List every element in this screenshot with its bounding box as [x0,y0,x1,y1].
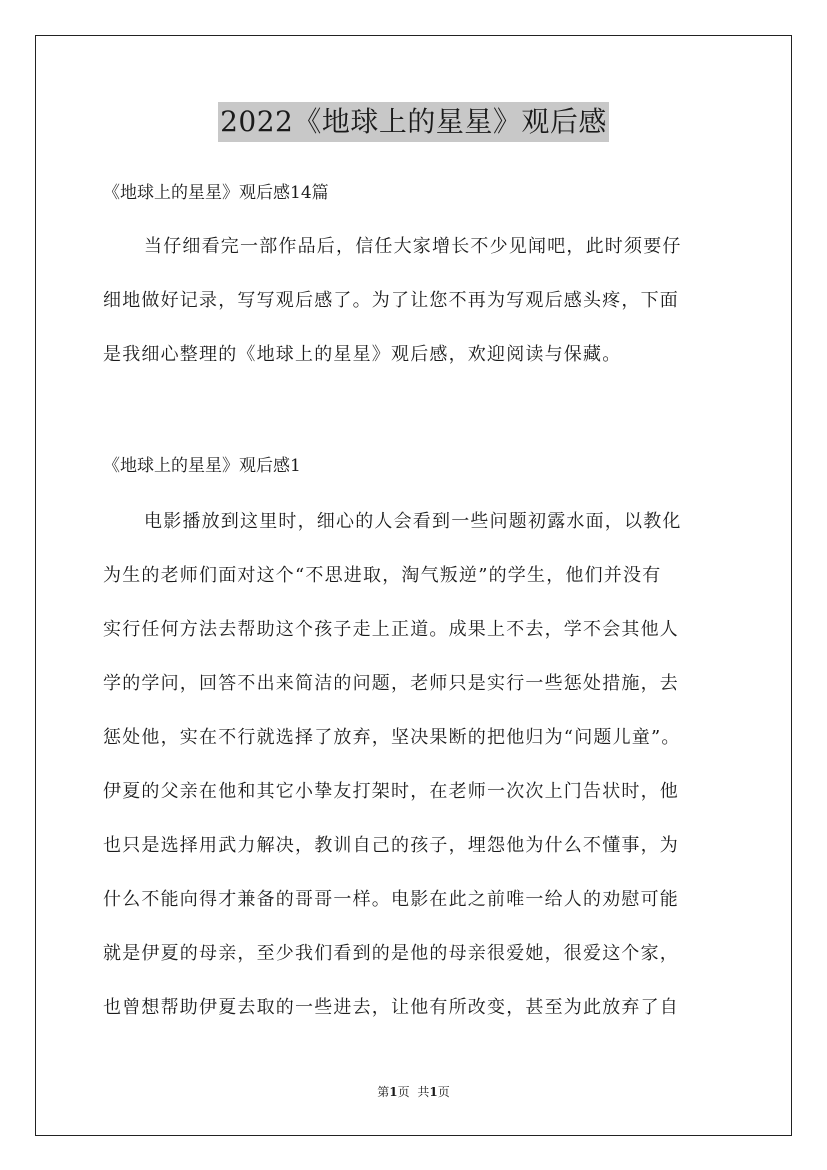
body-line: 伊夏的父亲在他和其它小挚友打架时，在老师一次次上门告状时，他 [103,781,679,802]
intro-line: 细地做好记录，写写观后感了。为了让您不再为写观后感头疼，下面 [103,290,679,311]
body-line: 也只是选择用武力解决，教训自己的孩子，埋怨他为什么不懂事，为 [103,835,679,856]
body-line: 电影播放到这里时，细心的人会看到一些问题初露水面，以教化 [144,511,682,532]
page-number: 1 [389,1085,398,1099]
body-line: 为生的老师们面对这个“不思进取，淘气叛逆”的学生，他们并没有 [103,565,662,586]
total-suffix: 页 [437,1085,450,1099]
document-title: 2022《地球上的星星》观后感 [218,102,609,142]
intro-paragraph [103,220,733,382]
body-line: 惩处他，实在不行就选择了放弃，坚决果断的把他归为“问题儿童”。 [103,727,681,748]
body-paragraph [103,495,733,1035]
body-line: 学的学问，回答不出来简洁的问题，老师只是实行一些惩处措施，去 [103,673,679,694]
body-line: 就是伊夏的母亲，至少我们看到的是他的母亲很爱她，很爱这个家， [103,943,679,964]
body-line: 实行任何方法去帮助这个孩子走上正道。成果上不去，学不会其他人 [103,619,679,640]
total-prefix: 共 [417,1085,430,1099]
intro-line: 当仔细看完一部作品后，信任大家增长不少见闻吧，此时须要仔 [144,236,682,257]
document-subtitle: 《地球上的星星》观后感14篇 [103,183,329,203]
total-pages: 1 [429,1085,438,1099]
page-label-prefix: 第 [377,1085,390,1099]
body-line: 也曾想帮助伊夏去取的一些进去，让他有所改变，甚至为此放弃了自 [103,997,679,1018]
intro-line: 是我细心整理的《地球上的星星》观后感，欢迎阅读与保藏。 [103,344,622,365]
title-wrap [0,102,827,142]
page-footer [0,1083,827,1101]
section-heading: 《地球上的星星》观后感1 [103,456,301,476]
page-label-suffix: 页 [397,1085,410,1099]
body-line: 什么不能向得才兼备的哥哥一样。电影在此之前唯一给人的劝慰可能 [103,889,679,910]
